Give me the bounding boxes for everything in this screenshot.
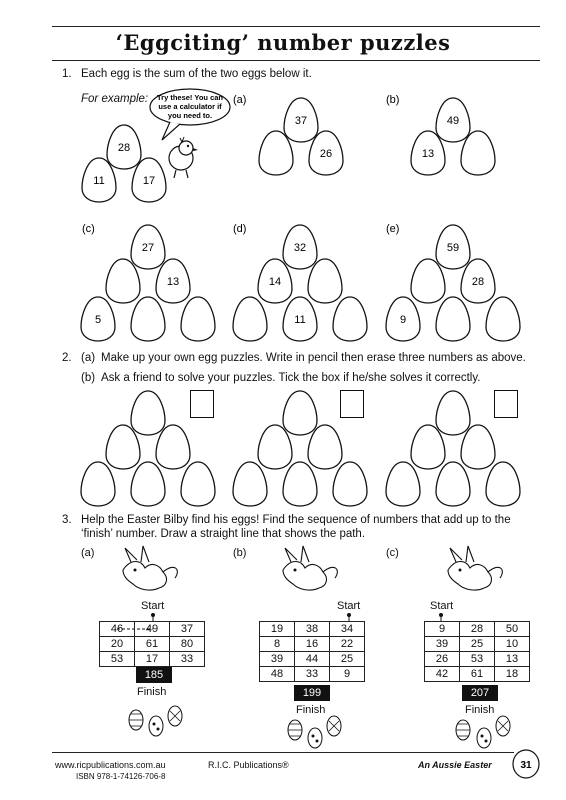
label-c: (c) <box>82 223 95 235</box>
decorated-eggs-c <box>456 716 510 748</box>
speech-bubble <box>150 89 230 140</box>
grid-cell[interactable]: 39 <box>425 637 460 652</box>
grid-cell[interactable]: 37 <box>170 622 205 637</box>
q2-number: 2. <box>62 352 72 364</box>
label-e: (e) <box>386 223 400 235</box>
bilby-illustration-c <box>448 546 502 590</box>
e-bottom-left: 9 <box>399 314 407 326</box>
grid-b-finish: Finish <box>296 704 326 716</box>
grid-cell[interactable]: 18 <box>495 667 530 682</box>
grid-cell[interactable]: 28 <box>460 622 495 637</box>
grid-c-label: (c) <box>386 547 399 559</box>
pyramid-d <box>233 223 367 341</box>
decorated-eggs-a <box>129 706 182 736</box>
grid-cell[interactable]: 13 <box>495 652 530 667</box>
bilby-illustration-b <box>283 546 337 590</box>
q2a-text: Make up your own egg puzzles. Write in pencil then erase three numbers as above. <box>101 352 526 364</box>
page-title: ‘Eggciting’ number puzzles <box>115 30 451 55</box>
grid-cell[interactable]: 48 <box>260 667 295 682</box>
grid-cell[interactable]: 80 <box>170 637 205 652</box>
c-mid-right: 13 <box>166 276 180 288</box>
grid-c-finish: Finish <box>465 704 495 716</box>
example-top: 28 <box>117 142 131 154</box>
grid-cell[interactable]: 26 <box>425 652 460 667</box>
chick-illustration <box>169 137 198 178</box>
tick-box-2[interactable] <box>340 390 364 418</box>
b-left: 13 <box>421 148 435 160</box>
label-b: (b) <box>386 94 400 106</box>
grid-cell[interactable]: 42 <box>425 667 460 682</box>
grid-cell[interactable]: 38 <box>295 622 330 637</box>
grid-cell[interactable]: 16 <box>295 637 330 652</box>
pyramid-e <box>386 223 520 341</box>
grid-c <box>424 621 530 682</box>
bilby-illustration-a <box>123 546 177 590</box>
grid-cell[interactable]: 50 <box>495 622 530 637</box>
grid-b <box>259 621 365 682</box>
footer-isbn: ISBN 978-1-74126-706-8 <box>76 772 166 781</box>
example-right: 17 <box>142 175 156 187</box>
grid-cell[interactable]: 61 <box>460 667 495 682</box>
grid-c-finish-number: 207 <box>462 685 498 701</box>
a-top: 37 <box>294 115 308 127</box>
q1-number: 1. <box>62 68 72 80</box>
footer-publisher: R.I.C. Publications® <box>208 760 289 770</box>
q3-line-1: Help the Easter Bilby find his eggs! Find the sequence of numbers that add up to the <box>81 514 511 526</box>
grid-cell[interactable]: 49 <box>135 622 170 637</box>
grid-a <box>99 621 205 667</box>
c-bottom-left: 5 <box>94 314 102 326</box>
grid-b-finish-number: 199 <box>294 685 330 701</box>
grid-cell[interactable]: 8 <box>260 637 295 652</box>
grid-c-start: Start <box>430 600 454 612</box>
grid-cell[interactable]: 25 <box>330 652 365 667</box>
grid-cell[interactable]: 39 <box>260 652 295 667</box>
label-d: (d) <box>233 223 247 235</box>
footer-url: www.ricpublications.com.au <box>55 760 166 770</box>
b-top: 49 <box>446 115 460 127</box>
example-label: For example: <box>81 93 149 105</box>
grid-cell[interactable]: 61 <box>135 637 170 652</box>
grid-cell[interactable]: 10 <box>495 637 530 652</box>
c-top: 27 <box>141 242 155 254</box>
footer-book-title: An Aussie Easter <box>418 760 492 770</box>
q2a-label: (a) <box>81 352 96 364</box>
grid-cell[interactable]: 33 <box>295 667 330 682</box>
pyramid-c <box>81 223 215 341</box>
page-number: 31 <box>520 760 532 771</box>
label-a: (a) <box>233 94 247 106</box>
grid-cell[interactable]: 9 <box>330 667 365 682</box>
d-top: 32 <box>293 242 307 254</box>
grid-a-finish-number: 185 <box>136 667 172 683</box>
grid-cell[interactable]: 9 <box>425 622 460 637</box>
e-mid-right: 28 <box>471 276 485 288</box>
grid-cell[interactable]: 22 <box>330 637 365 652</box>
d-bottom-mid: 11 <box>294 314 306 326</box>
q3-number: 3. <box>62 514 72 526</box>
grid-cell[interactable]: 34 <box>330 622 365 637</box>
d-mid-left: 14 <box>268 276 282 288</box>
a-right: 26 <box>319 148 333 160</box>
grid-a-label: (a) <box>81 547 95 559</box>
q1-text: Each egg is the sum of the two eggs below it. <box>81 68 312 80</box>
grid-cell[interactable]: 17 <box>135 652 170 667</box>
q2b-text: Ask a friend to solve your puzzles. Tick the box if he/she solves it correctly. <box>101 372 481 384</box>
pyramid-a <box>233 94 343 175</box>
decorated-eggs-b <box>288 716 341 748</box>
grid-cell[interactable]: 44 <box>295 652 330 667</box>
footer-rule <box>52 752 514 753</box>
speech-line-2: use a calculator if <box>158 102 222 111</box>
grid-cell[interactable]: 25 <box>460 637 495 652</box>
tick-box-1[interactable] <box>190 390 214 418</box>
grid-cell[interactable]: 19 <box>260 622 295 637</box>
grid-b-label: (b) <box>233 547 247 559</box>
grid-cell[interactable]: 53 <box>100 652 135 667</box>
q2b-label: (b) <box>81 372 96 384</box>
tick-box-3[interactable] <box>494 390 518 418</box>
e-top: 59 <box>446 242 460 254</box>
example-left: 11 <box>93 175 105 187</box>
grid-cell[interactable]: 46 <box>100 622 135 637</box>
grid-cell[interactable]: 20 <box>100 637 135 652</box>
grid-b-start: Start <box>337 600 361 612</box>
pyramid-b <box>386 94 495 175</box>
grid-cell[interactable]: 33 <box>170 652 205 667</box>
example-pyramid <box>82 125 166 202</box>
grid-a-start: Start <box>141 600 165 612</box>
grid-cell[interactable]: 53 <box>460 652 495 667</box>
q3-line-2: ‘finish’ number. Draw a straight line that shows the path. <box>81 528 366 540</box>
grid-a-finish: Finish <box>137 686 167 698</box>
speech-line-1: Try these! You can <box>157 93 223 102</box>
speech-line-3: you need to. <box>167 111 213 120</box>
